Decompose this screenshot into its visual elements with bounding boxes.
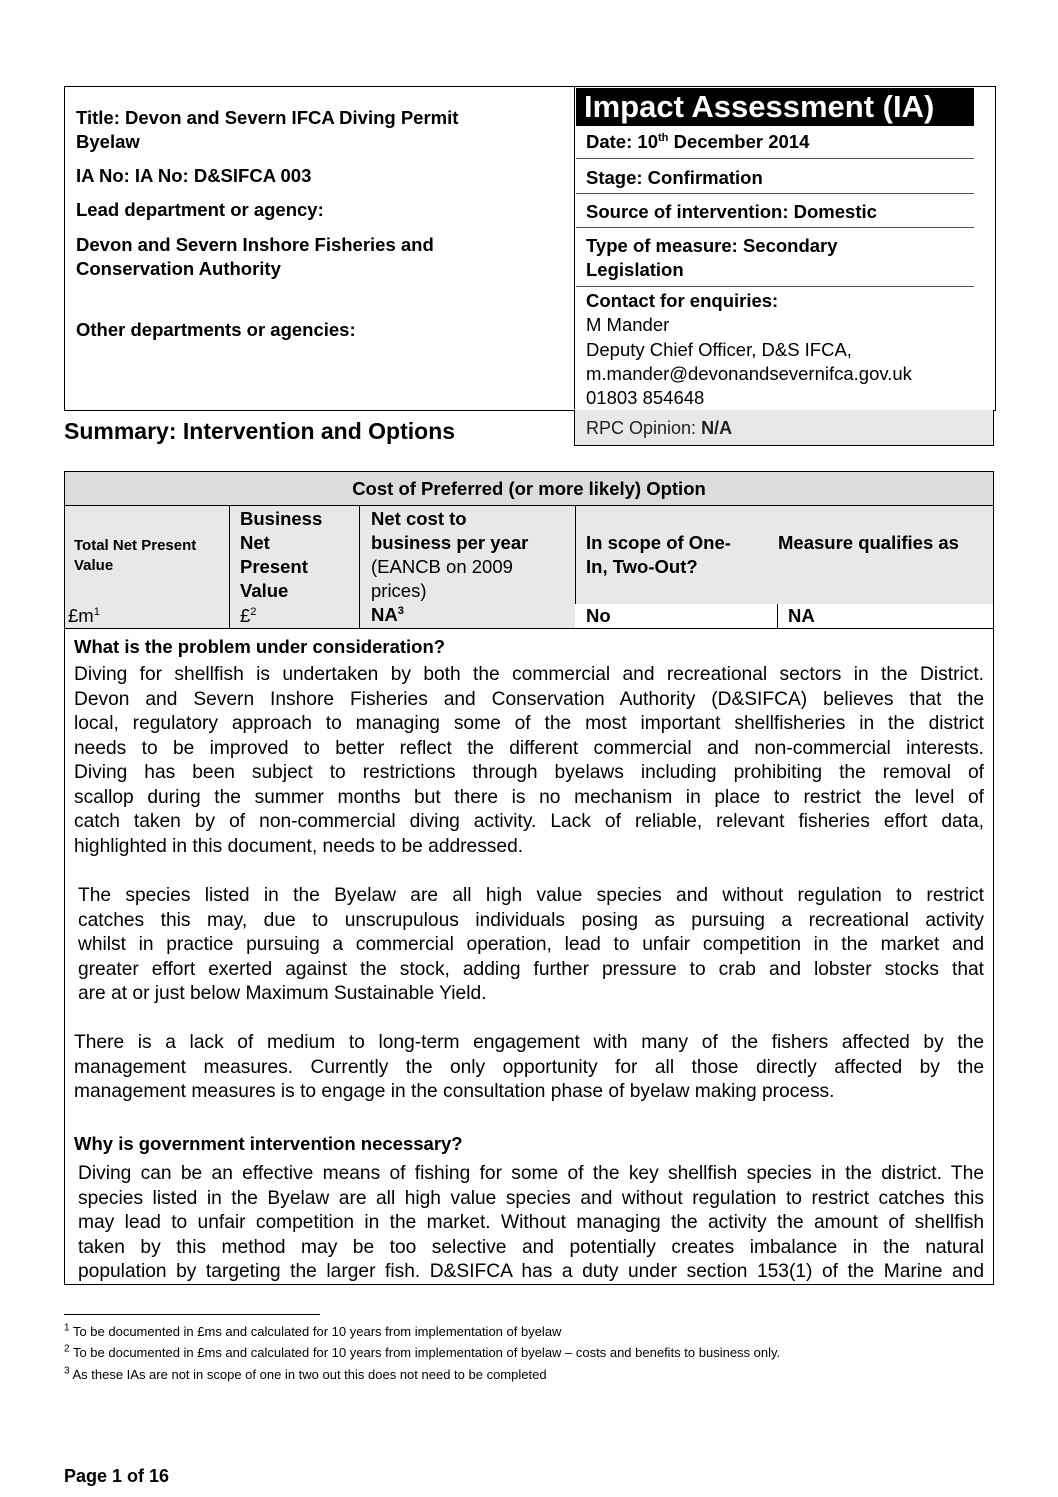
contact-phone: 01803 854648 xyxy=(586,387,705,408)
text-line: management measures is to engage in the consultation phase of byelaw making process. xyxy=(74,1081,835,1102)
divider xyxy=(576,227,974,228)
rpc-value: N/A xyxy=(701,418,733,438)
divider xyxy=(576,158,974,159)
intervention-paragraph xyxy=(78,1162,984,1285)
cost-table-heading: Cost of Preferred (or more likely) Option xyxy=(65,472,993,506)
col2-header-line-3: Present xyxy=(240,556,308,577)
col1-header-line-2: Value xyxy=(74,557,114,574)
text-line: scallop during the summer months but there is no mechanism in place to restrict the level of xyxy=(74,786,984,808)
text-line: taken by this method may be too selective and potentially creates imbalance in the natural xyxy=(78,1236,984,1258)
col2-header-line-1: Business xyxy=(240,508,323,529)
type-line-1: Type of measure: Secondary xyxy=(586,235,838,256)
divider xyxy=(576,193,974,194)
summary-title: Summary: Intervention and Options xyxy=(64,418,456,444)
impact-assessment-banner: Impact Assessment (IA) xyxy=(576,88,974,126)
content-bottom-border xyxy=(64,1284,994,1285)
date-field: Date: 10th December 2014 xyxy=(586,131,810,152)
col2-unit: £$^2$ xyxy=(240,605,257,626)
text-line: greater effort exerted against the stock, adding further pressure to crab and lobster stocks that xyxy=(78,958,984,980)
rpc-opinion: RPC Opinion: N/A xyxy=(586,418,733,438)
column-divider xyxy=(229,506,230,628)
text-line: highlighted in this document, needs to be addressed. xyxy=(74,835,524,857)
contact-role: Deputy Chief Officer, D&S IFCA, xyxy=(586,339,852,360)
footnote-rule xyxy=(64,1314,320,1315)
text-line: There is a lack of medium to long-term engagement with many of the fishers affected by the xyxy=(74,1032,984,1053)
text-line: catch taken by of non-commercial diving activity. Lack of reliable, relevant fisheries effort data, xyxy=(74,811,984,832)
type-line-2: Legislation xyxy=(586,259,684,280)
text-line: local, regulatory approach to managing some of the most important shellfisheries in the district xyxy=(74,713,984,734)
col5-header: Measure qualifies as xyxy=(778,532,959,553)
problem-paragraph-3 xyxy=(74,1031,984,1105)
title-line-1: Title: Devon and Severn IFCA Diving Permit xyxy=(76,107,459,128)
ia-number: IA No: IA No: D&SIFCA 003 xyxy=(76,165,312,186)
divider xyxy=(576,286,974,287)
col5-value: NA xyxy=(788,605,815,626)
col1-unit: $£m^1$ xyxy=(68,605,100,626)
text-line: Diving for shellfish is undertaken by both the commercial and recreational sectors in the District. xyxy=(74,664,984,685)
text-line: population by targeting the larger fish. D&SIFCA has a duty under section 153(1) of the Marine and xyxy=(78,1261,984,1282)
text-line: The species listed in the Byelaw are all high value species and without regulation to restrict xyxy=(78,885,984,906)
col3-header-line-1: Net cost to xyxy=(371,508,467,529)
col4-header-line-2: In, Two-Out? xyxy=(586,556,698,577)
problem-heading: What is the problem under consideration? xyxy=(74,636,446,657)
problem-paragraph-2 xyxy=(78,884,984,1007)
problem-paragraph-1 xyxy=(74,663,984,859)
text-line: Devon and Severn Inshore Fisheries and Conservation Authority (D&SIFCA) believes that the xyxy=(74,688,984,710)
contact-email: m.mander@devonandsevernifca.gov.uk xyxy=(586,363,912,384)
footnote-1: $^1$ To be documented in £ms and calculated for 10 years from implementation of byelaw xyxy=(64,1322,562,1339)
text-line: whilst in practice pursuing a commercial operation, lead to unfair competition in the market and xyxy=(78,934,984,955)
col3-header-line-2: business per year xyxy=(371,532,529,553)
text-line: management measures. Currently the only opportunity for all those directly affected by the xyxy=(74,1056,984,1078)
column-divider xyxy=(777,604,778,628)
contact-label: Contact for enquiries: xyxy=(586,290,779,311)
text-line: catches this may, due to unscrupulous individuals posing as pursuing a recreational activity xyxy=(78,909,984,931)
footnote-3: $^3$ As these IAs are not in scope of one in two out this does not need to be completed xyxy=(64,1365,547,1382)
col3-value: $NA^3$ xyxy=(371,604,404,625)
page-number: Page 1 of 16 xyxy=(64,1466,170,1486)
other-departments-label: Other departments or agencies: xyxy=(76,319,356,340)
text-line: Diving can be an effective means of fishing for some of the key shellfish species in the district. The xyxy=(78,1163,984,1184)
text-line: are at or just below Maximum Sustainable Yield. xyxy=(78,983,487,1004)
intervention-heading: Why is government intervention necessary? xyxy=(74,1133,463,1154)
lead-department-line-1: Devon and Severn Inshore Fisheries and xyxy=(76,234,434,255)
text-line: Diving has been subject to restrictions through byelaws including prohibiting the removal of xyxy=(74,762,984,783)
source-field: Source of intervention: Domestic xyxy=(586,201,877,222)
column-divider xyxy=(359,506,360,628)
col3-header-line-3: (EANCB on 2009 xyxy=(371,556,513,577)
col4-header-line-1: In scope of One- xyxy=(586,532,731,553)
lead-department-label: Lead department or agency: xyxy=(76,199,324,220)
lead-department-line-2: Conservation Authority xyxy=(76,258,281,279)
col4-value: No xyxy=(586,605,611,626)
title-line-2: Byelaw xyxy=(76,131,140,152)
value-cell-bg xyxy=(575,604,993,628)
text-line: species listed in the Byelaw are all high value species and without regulation to restrict catches this xyxy=(78,1187,984,1209)
text-line: needs to be improved to better reflect the different commercial and non-commercial interests. xyxy=(74,737,984,759)
contact-name: M Mander xyxy=(586,314,670,335)
footnote-2: $^2$ To be documented in £ms and calculated for 10 years from implementation of byelaw – costs and benefits to business only. xyxy=(64,1343,781,1360)
text-line: may lead to unfair competition in the market. Without managing the activity the amount of shellfish xyxy=(78,1212,984,1233)
col3-header-line-4: prices) xyxy=(371,580,427,601)
header-divider xyxy=(574,86,575,409)
stage-field: Stage: Confirmation xyxy=(586,167,763,188)
col2-header-line-4: Value xyxy=(240,580,289,601)
col1-header-line-1: Total Net Present xyxy=(74,537,197,554)
col2-header-line-2: Net xyxy=(240,532,270,553)
